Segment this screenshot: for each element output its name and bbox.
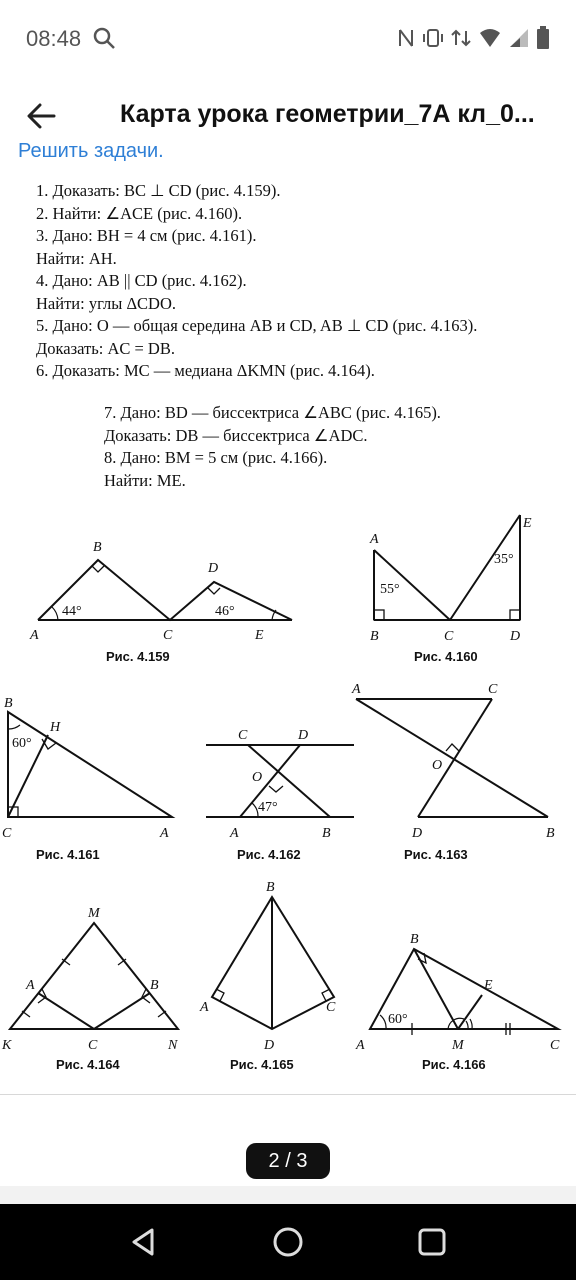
task-line: 6. Доказать: MC — медиана ΔKMN (рис. 4.164). [36, 361, 375, 380]
system-nav-bar [0, 1204, 576, 1280]
angle-label: 60° [388, 1012, 408, 1027]
label-e: E [523, 516, 532, 531]
document-page[interactable] [0, 140, 576, 1092]
label-c: C [238, 728, 248, 743]
angle-label: 55° [380, 582, 400, 597]
figure-caption: Рис. 4.160 [414, 649, 478, 664]
label-b: B [4, 696, 13, 711]
label-b: B [266, 880, 275, 895]
label-c: C [444, 629, 454, 644]
task-list [36, 180, 477, 383]
label-b: B [410, 932, 419, 947]
label-m: M [88, 906, 100, 921]
angle-label: 60° [12, 736, 32, 751]
label-a: A [356, 1038, 365, 1053]
angle-label: 44° [62, 604, 82, 619]
label-a: A [26, 978, 35, 993]
task-line: 7. Дано: BD — биссектриса ∠ABC (рис. 4.165). [104, 403, 441, 422]
signal-icon [508, 27, 530, 49]
label-d: D [412, 826, 423, 841]
label-o: O [252, 770, 263, 785]
page-indicator: 2 / 3 [246, 1143, 330, 1179]
battery-icon [536, 26, 550, 50]
label-n: N [168, 1038, 178, 1053]
geometry-figures [0, 507, 576, 1087]
angle-label: 47° [258, 800, 278, 815]
label-b: B [93, 540, 102, 555]
label-e: E [484, 978, 493, 993]
task-line: Доказать: AC = DB. [36, 338, 175, 358]
nav-recents-icon[interactable] [414, 1224, 450, 1260]
status-bar [0, 0, 576, 80]
page-divider [0, 1094, 576, 1095]
bottom-strip [0, 1186, 576, 1204]
label-b: B [370, 629, 379, 644]
document-title: Карта урока геометрии_7А кл_0... [120, 100, 535, 128]
task-line: Найти: AH. [36, 248, 117, 268]
task-line: 3. Дано: BH = 4 см (рис. 4.161). [36, 226, 257, 245]
figure-caption: Рис. 4.166 [422, 1057, 486, 1072]
label-c: C [2, 826, 12, 841]
nav-back-icon[interactable] [126, 1224, 162, 1260]
figure-caption: Рис. 4.161 [36, 847, 100, 862]
task-line: Найти: ME. [104, 470, 186, 490]
label-d: D [264, 1038, 275, 1053]
nav-home-icon[interactable] [270, 1224, 306, 1260]
wifi-icon [478, 27, 502, 49]
label-b: B [322, 826, 331, 841]
figure-4-165 [212, 897, 334, 1029]
figure-4-161 [8, 712, 172, 817]
task-line: 8. Дано: BM = 5 см (рис. 4.166). [104, 448, 328, 467]
label-e: E [255, 628, 264, 643]
task-line: 2. Найти: ∠ACE (рис. 4.160). [36, 203, 243, 223]
figure-caption: Рис. 4.159 [106, 649, 170, 664]
back-arrow-icon[interactable] [24, 98, 60, 134]
figure-caption: Рис. 4.163 [404, 847, 468, 862]
label-d: D [208, 561, 219, 576]
data-arrows-icon [450, 27, 472, 49]
label-m: M [452, 1038, 464, 1053]
figure-4-164 [10, 923, 178, 1029]
label-c: C [163, 628, 173, 643]
figure-caption: Рис. 4.165 [230, 1057, 294, 1072]
label-d: D [298, 728, 309, 743]
partial-heading: Решить задачи. [18, 140, 164, 162]
search-icon [92, 26, 116, 50]
label-a: A [160, 826, 169, 841]
angle-label: 46° [215, 604, 235, 619]
task-line: Найти: углы ΔCDO. [36, 293, 177, 313]
figure-caption: Рис. 4.162 [237, 847, 301, 862]
label-b: B [150, 978, 159, 993]
status-time: 08:48 [26, 26, 82, 51]
vibrate-icon [422, 27, 444, 49]
label-k: K [2, 1038, 12, 1053]
label-c: C [326, 1000, 336, 1015]
figure-caption: Рис. 4.164 [56, 1057, 120, 1072]
label-a: A [370, 532, 379, 547]
label-o: O [432, 758, 443, 773]
task-line: Доказать: DB — биссектриса ∠ADC. [104, 425, 368, 445]
label-c: C [88, 1038, 98, 1053]
task-list-2 [104, 402, 441, 492]
label-c: C [488, 682, 498, 697]
label-c: C [550, 1038, 560, 1053]
nfc-off-icon [396, 27, 416, 49]
label-h: H [50, 720, 61, 735]
angle-label: 35° [494, 552, 514, 567]
task-line: 4. Дано: AB || CD (рис. 4.162). [36, 271, 247, 290]
figure-4-160 [374, 515, 520, 620]
label-a: A [200, 1000, 209, 1015]
figure-4-162 [206, 745, 354, 817]
task-line: 5. Дано: O — общая середина AB и CD, AB ⊥ CD (рис. 4.163). [36, 316, 478, 335]
label-b: B [546, 826, 555, 841]
task-line: 1. Доказать: BC ⊥ CD (рис. 4.159). [36, 181, 281, 200]
figure-4-163 [356, 699, 548, 817]
status-icons [396, 26, 550, 50]
label-a: A [230, 826, 239, 841]
label-a: A [30, 628, 39, 643]
label-a: A [352, 682, 361, 697]
label-d: D [510, 629, 521, 644]
